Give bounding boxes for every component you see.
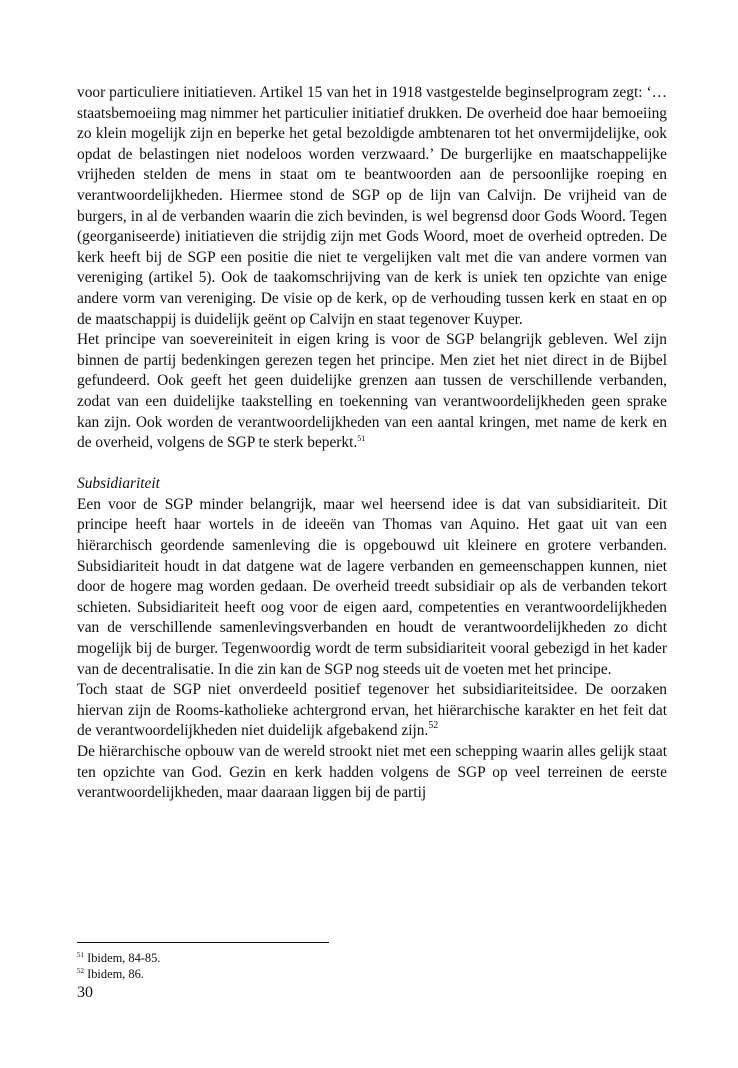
footnote-ref-52: 52 (428, 720, 439, 732)
paragraph-text: Toch staat de SGP niet onverdeeld positief tegenover het subsidiariteitsidee. De oorzaken hiervan zijn de Rooms-katholieke achtergrond ervan, het hiërarchische karakter en het feit dat de verantwoordelijkheden niet duidelijk afgebakend zijn. (77, 681, 667, 740)
footnotes (77, 950, 160, 982)
paragraph (77, 742, 667, 804)
paragraph (77, 495, 667, 680)
paragraph-text: Het principe van soevereiniteit in eigen kring is voor de SGP belangrijk gebleven. Wel zijn binnen de partij bedenkingen gerezen tegen het principe. Men ziet het niet direct in de Bijbel gefundeerd. Ook geeft het geen duidelijke grenzen aan tussen de verschillende verbanden, zodat van een duidelijke taakstelling en toekenning van verantwoordelijkheden geen sprake kan zijn. Ook worden de verantwoordelijkheden van een aantal kringen, met name de kerk en de overheid, volgens de SGP te sterk beperkt. (77, 331, 667, 452)
footnote-ref-51: 51 (357, 434, 366, 444)
footnote-separator (77, 942, 329, 943)
footnote-text: Ibidem, 86. (87, 967, 144, 981)
paragraph (77, 83, 667, 330)
page-number: 30 (77, 984, 93, 1001)
footnote-number: 52 (77, 967, 84, 975)
paragraph-gap (77, 454, 667, 475)
main-text (77, 83, 667, 804)
paragraph-text: De hiërarchische opbouw van de wereld strookt niet met een schepping waarin alles gelijk staat ten opzichte van God. Gezin en kerk hadden volgens de SGP op veel terreinen de eerste verantwoordelijkheden, maar daaraan liggen bij de partij (77, 743, 667, 802)
footnote (77, 966, 160, 982)
paragraph (77, 330, 667, 454)
footnote (77, 950, 160, 966)
paragraph-text: Een voor de SGP minder belangrijk, maar wel heersend idee is dat van subsidiariteit. Dit principe heeft haar wortels in de ideeën van Thomas van Aquino. Het gaat uit van een hiërarchisch geordende samenleving die is opgebouwd uit kleinere en grotere verbanden. Subsidiariteit houdt in dat datgene wat de lagere verbanden en gemeenschappen kunnen, niet door de hogere mag worden gedaan. De overheid treedt subsidiair op als de verbanden tekort schieten. Subsidiariteit heeft oog voor de eigen aard, competenties en verantwoordelijkheden van de verschillende samenlevingsverbanden en houdt de verantwoordelijkheden zo dicht mogelijk bij de burger. Tegenwoordig wordt de term subsidiariteit vooral gebezigd in het kader van de decentralisatie. In die zin kan de SGP nog steeds uit de voeten met het principe. (77, 495, 667, 678)
footnote-text: Ibidem, 84-85. (87, 951, 161, 965)
paragraph-text: voor particuliere initiatieven. Artikel 15 van het in 1918 vastgestelde beginselprogram zegt: ‘…staatsbemoeiing mag nimmer het particulier initiatief drukken. De overheid doe haar bemoeiing zo klein mogelijk zijn en beperke het getal bezoldigde ambtenaren tot het onvermijdelijke, ook opdat de belastingen niet nodeloos worden verzwaard.’ De burgerlijke en maatschappelijke vrijheden stelden de mens in staat om te beantwoorden aan de persoonlijke roeping en verantwoordelijkheden. Hiermee stond de SGP op de lijn van Calvijn. De vrijheid van de burgers, in al de verbanden waarin die zich bevinden, is wel begrensd door Gods Woord. Tegen (georganiseerde) initiatieven die strijdig zijn met Gods Woord, moet de overheid optreden. De kerk heeft bij de SGP een positie die niet te vergelijken valt met die van andere vormen van vereniging (artikel 5). Ook de taakomschrijving van de kerk is uniek ten opzichte van enige andere vorm van vereniging. De visie op de kerk, op de verhouding tussen kerk en staat en op de maatschappij is duidelijk geënt op Calvijn en staat tegenover Kuyper. (77, 84, 667, 328)
page-body (77, 83, 667, 804)
section-heading: Subsidiariteit (77, 475, 160, 493)
paragraph (77, 680, 667, 742)
footnote-number: 51 (77, 951, 84, 959)
